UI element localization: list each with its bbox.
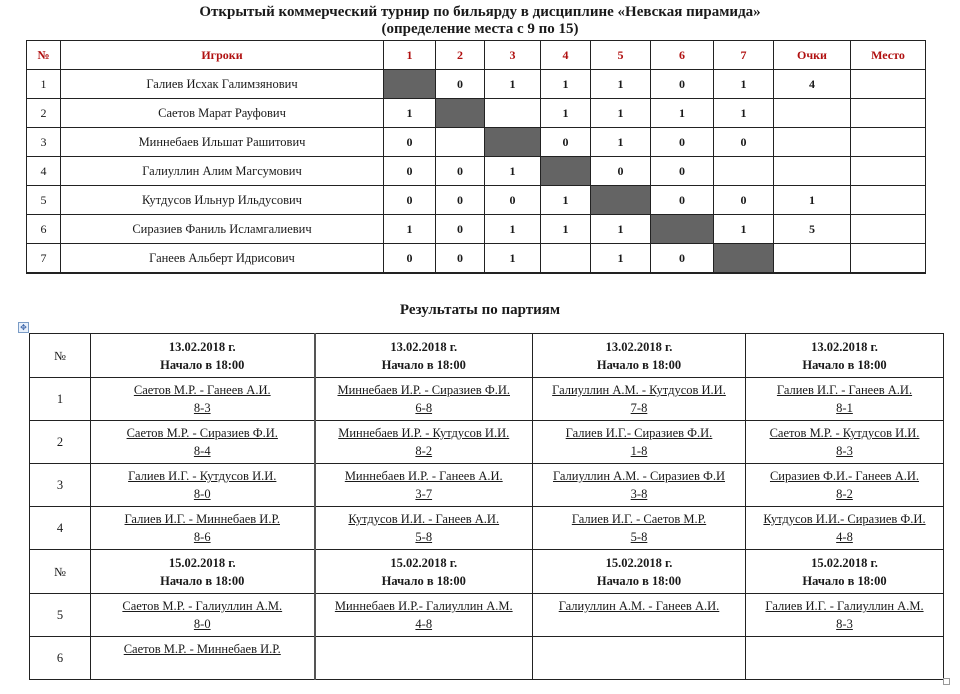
match-players: Галиев И.Г.- Сиразиев Ф.И. — [565, 426, 713, 440]
match-score: 5-8 — [415, 530, 433, 544]
game-cell — [746, 637, 944, 680]
place-cell — [851, 215, 926, 244]
game-cell — [533, 464, 746, 507]
match-players: Сиразиев Ф.И.- Ганеев А.И. — [769, 469, 920, 483]
match-players: Миннебаев И.Р. - Сиразиев Ф.И. — [337, 383, 510, 397]
session-header — [746, 334, 944, 378]
game-number: 4 — [30, 507, 91, 550]
game-row — [30, 421, 944, 464]
standings-header-cell: Игроки — [61, 41, 384, 70]
match-players: Галиуллин А.М. - Кутдусов И.И. — [552, 383, 726, 397]
match-result-cell: 0 — [436, 70, 485, 99]
standings-header-cell: Очки — [774, 41, 851, 70]
match-result-cell: 1 — [591, 99, 651, 128]
match-players: Кутдусов И.И.- Сиразиев Ф.И. — [763, 512, 926, 526]
session-header — [746, 550, 944, 594]
match-score: 7-8 — [630, 401, 648, 415]
match-result-cell: 1 — [714, 99, 774, 128]
match-result-cell: 1 — [485, 70, 541, 99]
session-date: 13.02.2018 г. — [168, 339, 236, 354]
player-number: 2 — [27, 99, 61, 128]
match-score: 8-0 — [193, 487, 211, 501]
match-result-cell: 0 — [436, 186, 485, 215]
points-cell — [774, 244, 851, 274]
match-players: Саетов М.Р. - Галиуллин А.М. — [122, 599, 283, 613]
game-cell — [91, 378, 315, 421]
player-number: 4 — [27, 157, 61, 186]
match-players: Галиев И.Г. - Ганеев А.И. — [776, 383, 913, 397]
points-cell — [774, 99, 851, 128]
match-result-cell: 0 — [436, 244, 485, 274]
place-cell — [851, 186, 926, 215]
diagonal-cell — [591, 186, 651, 215]
game-cell — [91, 507, 315, 550]
match-result-cell: 0 — [714, 186, 774, 215]
match-players: Саетов М.Р. - Кутдусов И.И. — [769, 426, 920, 440]
standings-header-cell: 5 — [591, 41, 651, 70]
standings-row — [27, 128, 926, 157]
match-score: 8-0 — [193, 617, 211, 631]
standings-table — [26, 40, 926, 274]
diagonal-cell — [651, 215, 714, 244]
game-row — [30, 637, 944, 680]
table-resize-handle[interactable] — [943, 678, 950, 685]
match-result-cell: 0 — [485, 186, 541, 215]
player-name: Ганеев Альберт Идрисович — [61, 244, 384, 274]
points-cell: 4 — [774, 70, 851, 99]
game-cell — [746, 507, 944, 550]
session-header — [91, 550, 315, 594]
match-result-cell: 1 — [714, 215, 774, 244]
session-start-time: Начало в 18:00 — [381, 573, 466, 588]
game-row — [30, 507, 944, 550]
points-cell — [774, 128, 851, 157]
match-result-cell: 1 — [485, 215, 541, 244]
match-players: Галиев И.Г. - Кутдусов И.И. — [128, 469, 277, 483]
match-result-cell: 0 — [541, 128, 591, 157]
match-score: 8-2 — [836, 487, 853, 501]
match-result-cell: 0 — [384, 186, 436, 215]
match-result-cell: 0 — [651, 244, 714, 274]
match-score: 8-2 — [415, 444, 433, 458]
session-date: 13.02.2018 г. — [605, 339, 673, 354]
match-players: Галиев И.Г. - Саетов М.Р. — [571, 512, 707, 526]
match-result-cell — [485, 99, 541, 128]
match-result-cell: 0 — [436, 215, 485, 244]
match-score: 8-1 — [836, 401, 853, 415]
round-header-row — [30, 550, 944, 594]
match-score: 3-8 — [630, 487, 648, 501]
game-cell — [533, 378, 746, 421]
session-start-time: Начало в 18:00 — [596, 573, 682, 588]
points-cell — [774, 157, 851, 186]
match-result-cell: 1 — [485, 157, 541, 186]
number-header: № — [30, 334, 91, 378]
player-name: Миннебаев Ильшат Рашитович — [61, 128, 384, 157]
game-cell — [746, 464, 944, 507]
session-date: 13.02.2018 г. — [390, 339, 458, 354]
session-start-time: Начало в 18:00 — [802, 357, 887, 372]
match-result-cell — [714, 157, 774, 186]
standings-header-cell: 4 — [541, 41, 591, 70]
place-cell — [851, 99, 926, 128]
match-score: 8-4 — [193, 444, 211, 458]
standings-header-cell: № — [27, 41, 61, 70]
results-table — [29, 333, 944, 680]
player-name: Сиразиев Фаниль Исламгалиевич — [61, 215, 384, 244]
game-row — [30, 464, 944, 507]
game-cell — [746, 378, 944, 421]
player-number: 1 — [27, 70, 61, 99]
results-title: Результаты по партиям — [399, 302, 561, 318]
match-result-cell: 1 — [591, 244, 651, 274]
match-result-cell: 1 — [714, 70, 774, 99]
match-players: Галиев И.Г. - Галиуллин А.М. — [765, 599, 924, 613]
match-result-cell: 1 — [541, 99, 591, 128]
match-players: Кутдусов И.И. - Ганеев А.И. — [348, 512, 500, 526]
game-cell — [315, 464, 533, 507]
match-result-cell: 0 — [651, 186, 714, 215]
points-cell: 1 — [774, 186, 851, 215]
points-cell: 5 — [774, 215, 851, 244]
standings-header-cell: 2 — [436, 41, 485, 70]
match-players: Галиев И.Г. - Миннебаев И.Р. — [124, 512, 280, 526]
place-cell — [851, 244, 926, 274]
match-result-cell: 0 — [436, 157, 485, 186]
match-score: 1-8 — [630, 444, 648, 458]
game-cell — [533, 421, 746, 464]
standings-header-cell: 1 — [384, 41, 436, 70]
match-players: Миннебаев И.Р. - Кутдусов И.И. — [338, 426, 510, 440]
match-score: 8-3 — [836, 617, 853, 631]
match-result-cell: 0 — [384, 128, 436, 157]
game-cell — [315, 421, 533, 464]
player-name: Саетов Марат Рауфович — [61, 99, 384, 128]
game-number: 6 — [30, 637, 91, 680]
player-name: Галиев Исхак Галимзянович — [61, 70, 384, 99]
match-result-cell — [541, 244, 591, 274]
place-cell — [851, 128, 926, 157]
game-row — [30, 594, 944, 637]
match-score: 8-6 — [193, 530, 211, 544]
match-score: 8-3 — [836, 444, 853, 458]
match-result-cell: 1 — [651, 99, 714, 128]
session-date: 15.02.2018 г. — [390, 555, 458, 570]
player-name: Галиуллин Алим Магсумович — [61, 157, 384, 186]
match-players: Саетов М.Р. - Сиразиев Ф.И. — [126, 426, 278, 440]
session-header — [315, 334, 533, 378]
diagonal-cell — [714, 244, 774, 274]
session-date: 15.02.2018 г. — [168, 555, 236, 570]
game-cell — [533, 637, 746, 680]
match-result-cell: 1 — [541, 215, 591, 244]
player-number: 6 — [27, 215, 61, 244]
match-score: 8-3 — [193, 401, 211, 415]
round-header-row — [30, 334, 944, 378]
standings-row — [27, 215, 926, 244]
session-date: 15.02.2018 г. — [811, 555, 878, 570]
game-cell — [746, 594, 944, 637]
standings-row — [27, 186, 926, 215]
match-result-cell: 1 — [384, 99, 436, 128]
match-result-cell: 0 — [651, 128, 714, 157]
session-header — [315, 550, 533, 594]
match-score: 4-8 — [415, 617, 433, 631]
game-cell — [533, 507, 746, 550]
match-score: 6-8 — [415, 401, 433, 415]
match-result-cell: 0 — [591, 157, 651, 186]
match-result-cell: 1 — [541, 70, 591, 99]
game-number: 5 — [30, 594, 91, 637]
game-cell — [91, 421, 315, 464]
match-result-cell: 0 — [384, 244, 436, 274]
match-result-cell: 0 — [651, 70, 714, 99]
standings-row — [27, 244, 926, 274]
session-date: 13.02.2018 г. — [811, 339, 878, 354]
standings-header-cell: 3 — [485, 41, 541, 70]
place-cell — [851, 70, 926, 99]
match-result-cell: 1 — [384, 215, 436, 244]
game-number: 1 — [30, 378, 91, 421]
game-cell — [315, 637, 533, 680]
match-score: 4-8 — [836, 530, 853, 544]
game-cell — [746, 421, 944, 464]
player-number: 7 — [27, 244, 61, 274]
match-result-cell: 0 — [384, 157, 436, 186]
match-players: Миннебаев И.Р. - Ганеев А.И. — [344, 469, 503, 483]
standings-row — [27, 70, 926, 99]
match-result-cell: 1 — [541, 186, 591, 215]
match-result-cell: 0 — [714, 128, 774, 157]
standings-header-cell: Место — [851, 41, 926, 70]
number-header: № — [30, 550, 91, 594]
session-start-time: Начало в 18:00 — [802, 573, 887, 588]
player-number: 5 — [27, 186, 61, 215]
session-header — [91, 334, 315, 378]
match-result-cell: 1 — [591, 215, 651, 244]
standings-header-cell: 7 — [714, 41, 774, 70]
game-cell — [315, 507, 533, 550]
table-move-handle-icon[interactable]: ✥ — [18, 322, 29, 333]
match-result-cell: 1 — [485, 244, 541, 274]
session-header — [533, 550, 746, 594]
game-cell — [91, 637, 315, 680]
match-players: Миннебаев И.Р.- Галиуллин А.М. — [334, 599, 513, 613]
match-result-cell: 0 — [651, 157, 714, 186]
match-players: Галиуллин А.М. - Сиразиев Ф.И — [552, 469, 726, 483]
game-cell — [533, 594, 746, 637]
match-players: Галиуллин А.М. - Ганеев А.И. — [558, 599, 720, 613]
session-start-time: Начало в 18:00 — [160, 357, 245, 372]
game-row — [30, 378, 944, 421]
document-title: Открытый коммерческий турнир по бильярду в дисциплине «Невская пирамида» — [199, 4, 761, 20]
game-number: 2 — [30, 421, 91, 464]
document-subtitle: (определение места с 9 по 15) — [381, 21, 579, 37]
diagonal-cell — [541, 157, 591, 186]
session-date: 15.02.2018 г. — [605, 555, 673, 570]
match-players: Саетов М.Р. - Миннебаев И.Р. — [123, 642, 281, 656]
match-result-cell: 1 — [591, 128, 651, 157]
match-score: 5-8 — [630, 530, 648, 544]
game-number: 3 — [30, 464, 91, 507]
player-number: 3 — [27, 128, 61, 157]
session-start-time: Начало в 18:00 — [596, 357, 682, 372]
match-players: Саетов М.Р. - Ганеев А.И. — [133, 383, 271, 397]
session-start-time: Начало в 18:00 — [381, 357, 466, 372]
game-cell — [315, 594, 533, 637]
match-result-cell — [436, 128, 485, 157]
diagonal-cell — [436, 99, 485, 128]
place-cell — [851, 157, 926, 186]
standings-row — [27, 157, 926, 186]
game-cell — [91, 464, 315, 507]
standings-header-cell: 6 — [651, 41, 714, 70]
game-cell — [91, 594, 315, 637]
game-cell — [315, 378, 533, 421]
player-name: Кутдусов Ильнур Ильдусович — [61, 186, 384, 215]
session-start-time: Начало в 18:00 — [160, 573, 245, 588]
diagonal-cell — [485, 128, 541, 157]
match-score: 3-7 — [415, 487, 433, 501]
match-result-cell: 1 — [591, 70, 651, 99]
standings-header-row — [27, 41, 926, 70]
diagonal-cell — [384, 70, 436, 99]
session-header — [533, 334, 746, 378]
standings-row — [27, 99, 926, 128]
